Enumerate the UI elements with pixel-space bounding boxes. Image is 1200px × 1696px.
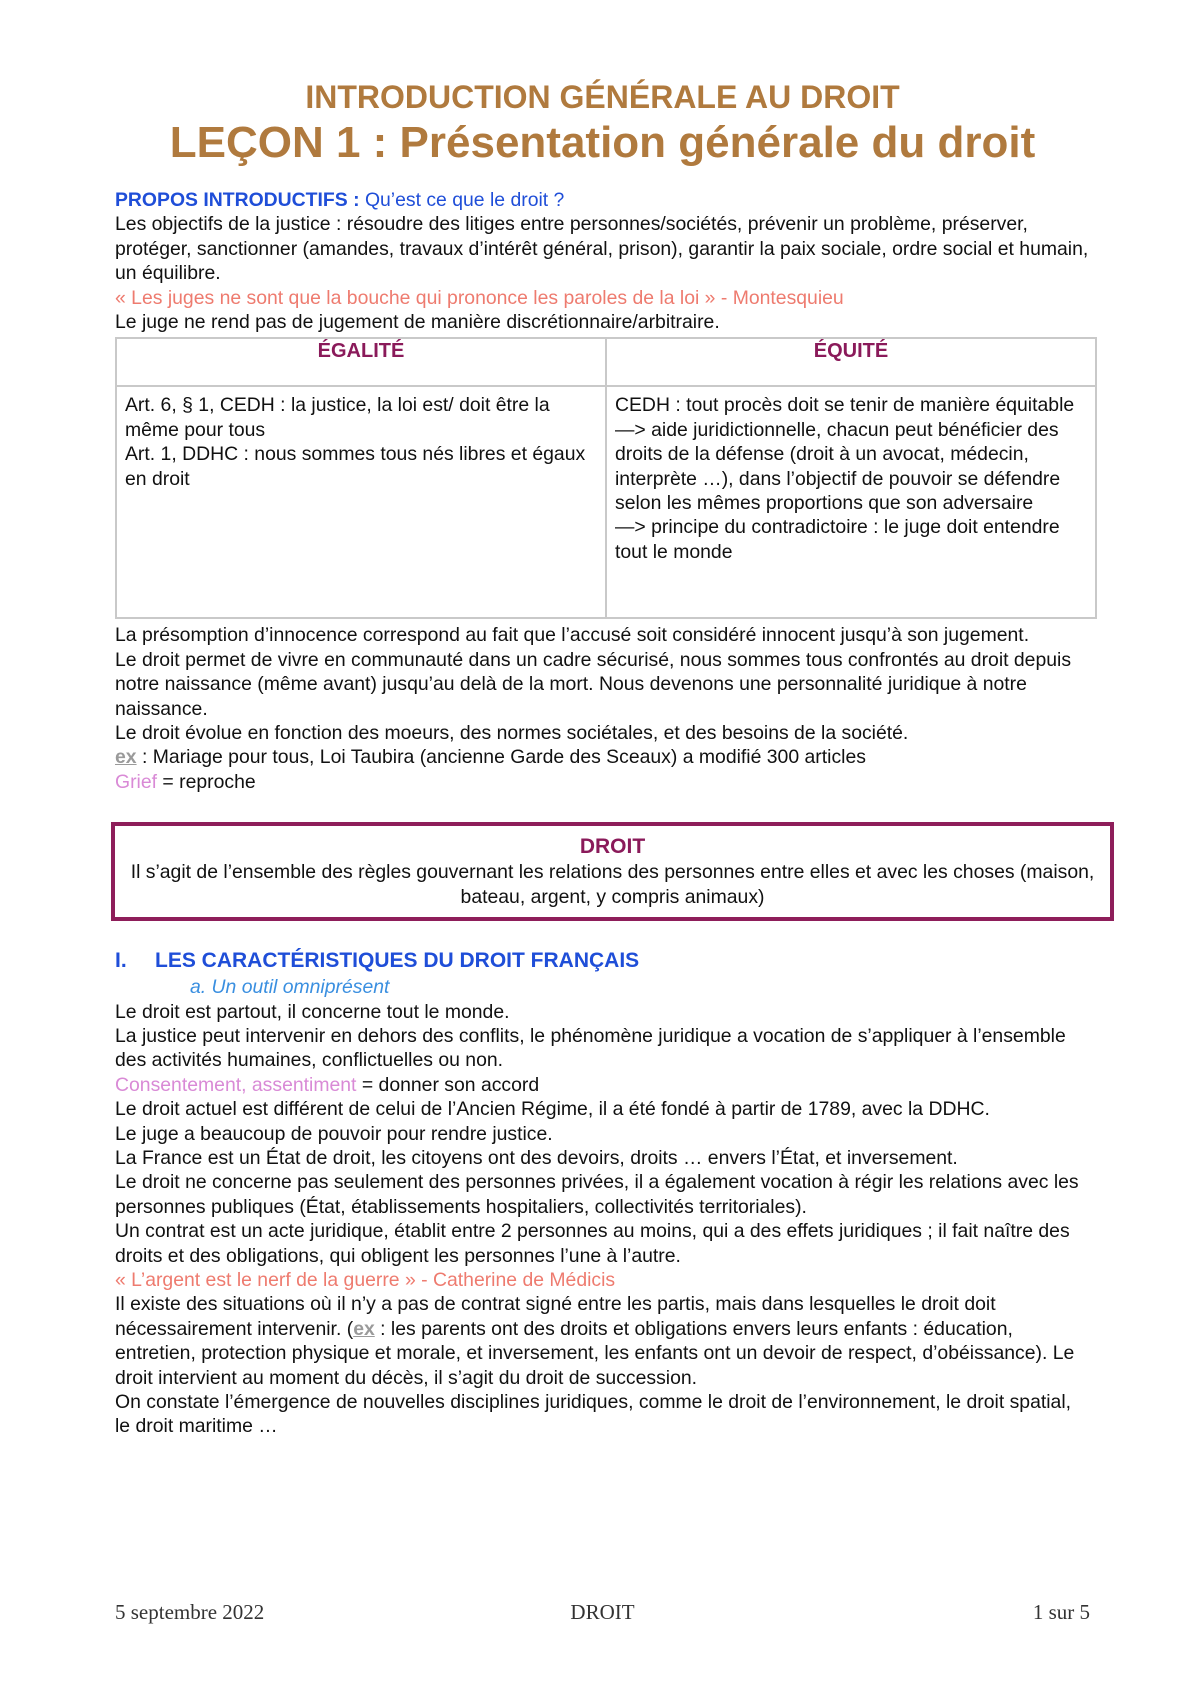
example-line [115, 745, 1090, 769]
contrat-text-start: Il existe des situations où il n’y a pas de contrat signé entre les partis, mais dans lesquelles le droit doit nécessairement intervenir. ( [115, 1293, 996, 1340]
equite-line-2: —> aide juridictionnelle, chacun peut bénéficier des droits de la défense (droit à un avocat, médecin, interprète …), dans l’objectif de pouvoir se défendre selon les mêmes proportions que son adversaire [615, 418, 1061, 515]
grief-definition: = reproche [157, 770, 256, 793]
section-paragraph: Le juge a beaucoup de pouvoir pour rendre justice. [115, 1122, 553, 1145]
section-number: I. [115, 949, 127, 973]
egalite-cell [116, 386, 606, 618]
egalite-equite-table [115, 337, 1097, 619]
section-paragraph: La justice peut intervenir en dehors des conflits, le phénomène juridique a vocation de s’appliquer à l’ensemble des activités humaines, conflictuelles ou non. [115, 1024, 1066, 1072]
medicis-quote: « L’argent est le nerf de la guerre » - Catherine de Médicis [115, 1268, 616, 1291]
section-title: LES CARACTÉRISTIQUES DU DROIT FRANÇAIS [155, 949, 640, 973]
section-paragraph: Le droit actuel est différent de celui de l’Ancien Régime, il a été fondé à partir de 1789, avec la DDHC. [115, 1098, 990, 1121]
equite-line-3: —> principe du contradictoire : le juge doit entendre tout le monde [615, 516, 1060, 563]
section-paragraph: La France est un État de droit, les citoyens ont des devoirs, droits … envers l’État, et inversement. [115, 1146, 958, 1169]
section-paragraph: Le droit ne concerne pas seulement des personnes privées, il a également vocation à régir les relations avec les personnes publiques (État, établissements hospitaliers, collectivités territoriales). [115, 1171, 1079, 1218]
table-row [116, 386, 1096, 618]
consentement-line [115, 1073, 1090, 1097]
lesson-title: LEÇON 1 : Présentation générale du droit [169, 118, 1036, 167]
section-paragraph: On constate l’émergence de nouvelles disciplines juridiques, comme le droit de l’environnement, le droit spatial, le droit maritime … [115, 1391, 1072, 1438]
egalite-line-1: Art. 6, § 1, CEDH : la justice, la loi est/ doit être la même pour tous [125, 394, 550, 441]
consentement-term: Consentement, assentiment [115, 1073, 357, 1096]
intro-heading [115, 188, 1090, 212]
grief-line [115, 770, 1090, 794]
presomption-paragraph: La présomption d’innocence correspond au fait que l’accusé soit considéré innocent jusqu’à son jugement. [115, 624, 1030, 647]
equite-cell [606, 386, 1096, 618]
intro-heading-question: Qu’est ce que le droit ? [364, 189, 565, 211]
definition-text: Il s’agit de l’ensemble des règles gouvernant les relations des personnes entre elles et avec les choses (maison, bateau, argent, y compris animaux) [130, 861, 1095, 908]
section-paragraph [115, 1292, 1090, 1390]
footer-date: 5 septembre 2022 [115, 1600, 265, 1624]
definition-box [111, 822, 1114, 921]
example-label: ex [353, 1317, 375, 1340]
evolution-paragraph: Le droit évolue en fonction des moeurs, des normes sociétales, et des besoins de la société. [115, 722, 909, 745]
definition-title: DROIT [579, 835, 646, 859]
table-header-equite: ÉQUITÉ [606, 338, 1096, 386]
contrat-text-end: : les parents ont des droits et obligations envers leurs enfants : éducation, entretien, protection physique et morale, et inversement, les enfants ont un devoir de respect, d’obéissance). Le droit intervient au moment du décès, il s’agit du droit de succession. [115, 1317, 1075, 1389]
grief-term: Grief [115, 770, 158, 793]
footer-subject: DROIT [570, 1600, 635, 1624]
example-text: : Mariage pour tous, Loi Taubira (ancienne Garde des Sceaux) a modifié 300 articles [136, 746, 866, 769]
footer-page-number: 1 sur 5 [1032, 1600, 1090, 1624]
document-body [115, 78, 1095, 1439]
example-label: ex [115, 746, 137, 769]
section-paragraph: Un contrat est un acte juridique, établit entre 2 personnes au moins, qui a des effets juridiques ; il fait naître des droits et des obligations, qui obligent les personnes l’une à l’autre. [115, 1220, 1070, 1267]
intro-paragraph: Les objectifs de la justice : résoudre des litiges entre personnes/sociétés, prévenir un problème, préserver, protéger, sanctionner (amandes, travaux d’intérêt général, prison), garantir la paix sociale, ordre social et humain, un équilibre. [115, 213, 1089, 285]
montesquieu-quote: « Les juges ne sont que la bouche qui prononce les paroles de la loi » - Montesquieu [115, 286, 844, 309]
section-heading [115, 947, 1090, 975]
table-header-egalite: ÉGALITÉ [116, 338, 606, 386]
consentement-definition: = donner son accord [356, 1073, 540, 1096]
equite-line-1: CEDH : tout procès doit se tenir de manière équitable [615, 394, 1075, 417]
intro-heading-label: PROPOS INTRODUCTIFS : [115, 189, 360, 211]
communaute-paragraph: Le droit permet de vivre en communauté dans un cadre sécurisé, nous sommes tous confrontés au droit depuis notre naissance (même avant) jusqu’au delà de la mort. Nous devenons une personnalité juridique à notre naissance. [115, 648, 1072, 720]
course-title: INTRODUCTION GÉNÉRALE AU DROIT [305, 79, 900, 115]
section-paragraph: Le droit est partout, il concerne tout le monde. [115, 1000, 510, 1023]
table-header-row [116, 338, 1096, 386]
page-footer [115, 1600, 1090, 1630]
subsection-title: a. Un outil omniprésent [190, 976, 390, 999]
intro-paragraph-2: Le juge ne rend pas de jugement de manière discrétionnaire/arbitraire. [115, 311, 720, 334]
egalite-line-2: Art. 1, DDHC : nous sommes tous nés libres et égaux en droit [125, 443, 586, 490]
